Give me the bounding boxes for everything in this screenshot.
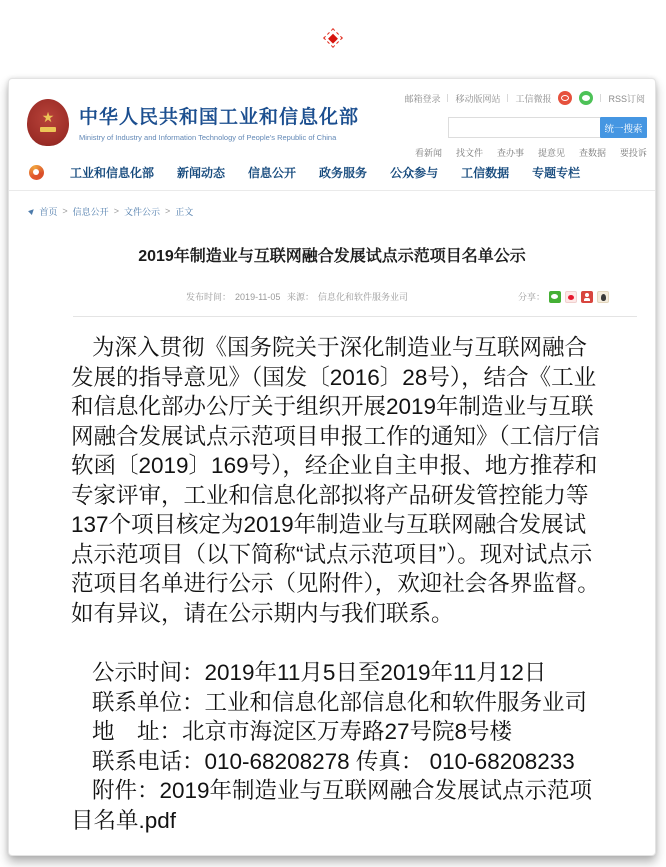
source-label: 来源： xyxy=(286,292,314,302)
breadcrumb-current: 正文 xyxy=(175,206,194,217)
quick-link-documents[interactable]: 找文件 xyxy=(455,148,483,158)
contact-line-publicity-period: 公示时间：2019年11月5日至2019年11月12日 xyxy=(92,660,547,685)
publish-time-label: 发布时间： xyxy=(186,292,232,302)
unified-search-button[interactable]: 统一搜索 xyxy=(600,117,647,138)
site-logo[interactable] xyxy=(27,99,359,146)
breadcrumb xyxy=(9,191,655,219)
main-nav xyxy=(9,154,655,190)
breadcrumb-arrow-icon: ▶ xyxy=(27,206,37,216)
miit-weibo-link[interactable]: 工信微报 xyxy=(515,93,552,104)
breadcrumb-info-disclosure[interactable]: 信息公开 xyxy=(72,206,109,217)
gate-icon xyxy=(40,127,56,132)
contact-line-address: 地 址：北京市海淀区万寿路27号院8号楼 xyxy=(92,719,513,744)
mail-login-link[interactable]: 邮箱登录 xyxy=(404,93,441,104)
share-label: 分享： xyxy=(517,292,545,302)
weibo-icon[interactable] xyxy=(558,91,572,105)
nav-item-special-topics[interactable]: 专题专栏 xyxy=(532,165,581,180)
source-value: 信息化和软件服务业司 xyxy=(317,292,408,302)
qq-share-icon[interactable] xyxy=(597,291,609,303)
star-icon: ★ xyxy=(41,109,55,125)
contact-line-phone-fax: 联系电话：010-68208278 传真： 010-68208233 xyxy=(92,748,575,774)
rss-link[interactable]: RSS订阅 xyxy=(608,93,645,104)
mobile-site-link[interactable]: 移动版网站 xyxy=(455,93,501,104)
contact-line-contact-unit: 联系单位：工业和信息化部信息化和软件服务业司 xyxy=(92,689,588,715)
quick-link-opinions[interactable]: 提意见 xyxy=(537,148,565,158)
search-area xyxy=(415,117,647,159)
breadcrumb-document-notice[interactable]: 文件公示 xyxy=(123,206,160,217)
sina-weibo-share-icon[interactable] xyxy=(565,291,577,303)
nav-item-gov-services[interactable]: 政务服务 xyxy=(319,165,368,180)
share-bar xyxy=(518,290,609,303)
publish-info xyxy=(9,290,585,303)
breadcrumb-separator: > xyxy=(164,206,171,216)
breadcrumb-home[interactable]: 首页 xyxy=(39,206,58,217)
site-card xyxy=(8,78,656,856)
national-emblem-icon xyxy=(27,99,69,146)
quick-link-data[interactable]: 查数据 xyxy=(578,148,606,158)
miit-mark-icon xyxy=(29,165,44,180)
nav-item-miit-data[interactable]: 工信数据 xyxy=(461,165,510,180)
article-paragraph: 为深入贯彻《国务院关于深化制造业与互联网融合发展的指导意见》（国发〔2016〕28号），结合《工业和信息化部办公厅关于组织开展2019年制造业与互联网融合发展试点示范项目申报工作的通知》（工信厅信软函〔2019〕169号），经企业自主申报、地方推荐和专家评审，工业和信息化部拟将产品研发管控能力等137个项目核定为2019年制造业与互联网融合发展试点示范项目（以下简称“试点示范项目”）。现对试点示范项目名单进行公示（见附件），欢迎社会各界监督。如有异议，请在公示期内与我们联系。 xyxy=(71,335,600,626)
quick-link-news[interactable]: 看新闻 xyxy=(415,148,443,158)
quick-link-services[interactable]: 查办事 xyxy=(496,148,524,158)
quick-link-complaints[interactable]: 要投诉 xyxy=(619,148,647,158)
article-title: 2019年制造业与互联网融合发展试点示范项目名单公示 xyxy=(138,248,526,265)
article xyxy=(9,243,655,835)
publish-date: 2019-11-05 xyxy=(235,292,281,302)
breadcrumb-separator: > xyxy=(62,206,68,216)
nav-item-public-participation[interactable]: 公众参与 xyxy=(390,165,439,180)
wechat-icon[interactable] xyxy=(579,91,593,105)
site-title: 中华人民共和国工业和信息化部 xyxy=(79,107,360,128)
red-diamond-icon xyxy=(323,28,343,48)
article-body xyxy=(71,317,606,835)
wechat-share-icon[interactable] xyxy=(549,291,561,303)
contact-line-attachment: 附件：2019年制造业与互联网融合发展试点示范项目名单.pdf xyxy=(71,778,593,833)
divider xyxy=(600,94,601,102)
divider xyxy=(447,94,448,102)
contact-block xyxy=(71,658,606,835)
breadcrumb-separator: > xyxy=(113,206,119,216)
divider xyxy=(507,94,508,102)
nav-item-home[interactable]: 工业和信息化部 xyxy=(70,165,155,180)
search-input[interactable] xyxy=(448,117,600,138)
utility-bar xyxy=(404,91,645,105)
nav-item-info-disclosure[interactable]: 信息公开 xyxy=(248,165,297,180)
peoples-weibo-share-icon[interactable] xyxy=(581,291,593,303)
nav-item-news[interactable]: 新闻动态 xyxy=(177,165,226,180)
article-meta xyxy=(9,290,655,304)
site-subtitle: Ministry of Industry and Information Technology of People's Republic of China xyxy=(79,133,337,142)
site-header xyxy=(9,79,655,191)
logo-text xyxy=(79,99,359,142)
